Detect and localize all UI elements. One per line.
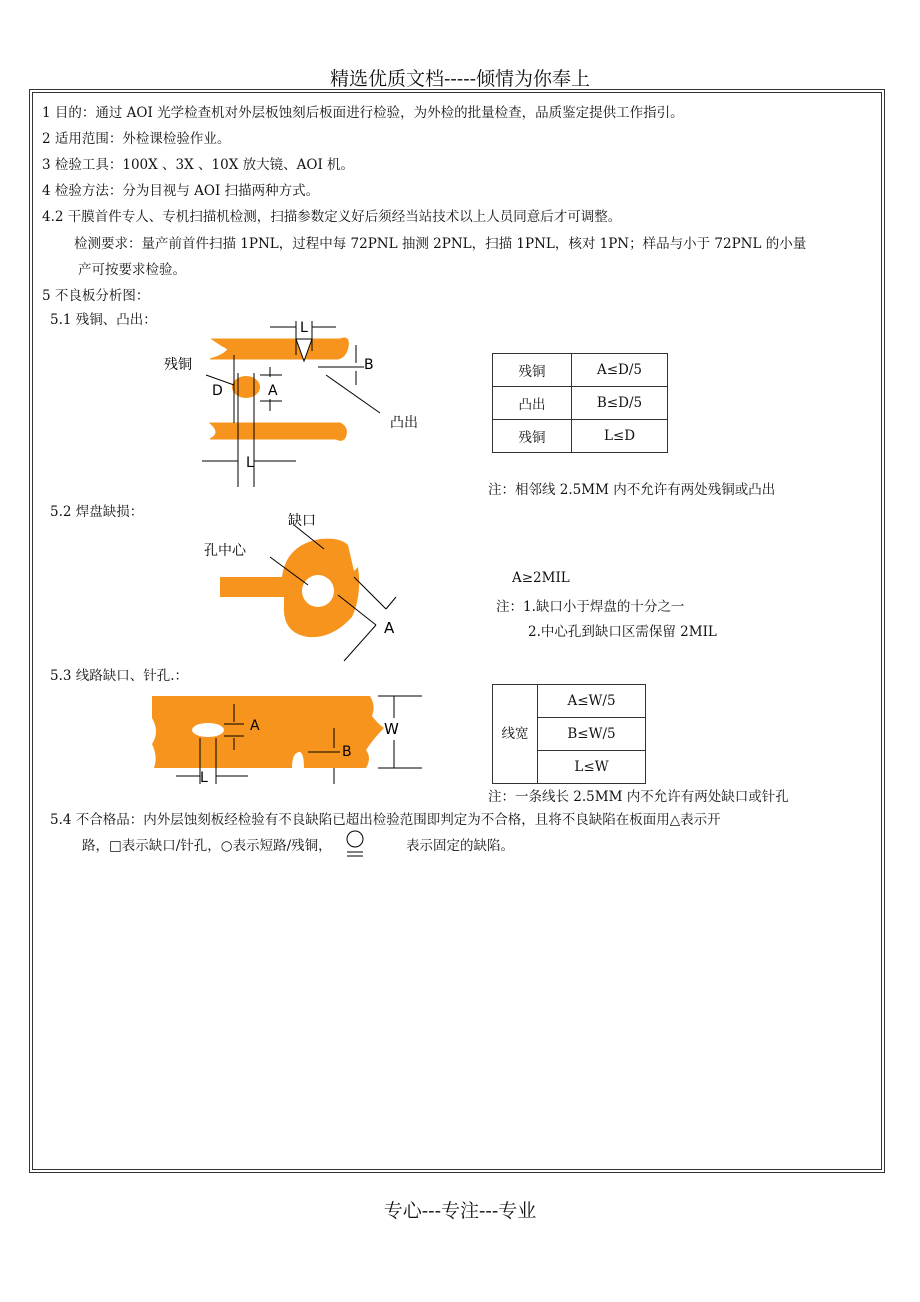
- fig1-L-top: L: [300, 320, 308, 336]
- text-purpose: 1 目的：通过 AOI 光学检查机对外层板蚀刻后板面进行检验，为外检的批量检查，品质鉴定提供工作指引。: [42, 105, 684, 121]
- fig3-table-rule: L≤W: [538, 751, 646, 784]
- fig1-table-item: 残铜: [493, 354, 572, 387]
- fig1-table-rule: A≤D/5: [572, 354, 668, 387]
- text-requirement: 检测要求：量产前首件扫描 1PNL，过程中每 72PNL 抽测 2PNL，扫描 1PNL，核对 1PN；样品与小于 72PNL 的小量: [74, 236, 807, 252]
- fig3-L: L: [200, 770, 208, 786]
- text-5-4: 5.4 不合格品：内外层蚀刻板经检验有不良缺陷已超出检验范围即判定为不合格，且将不良缺陷在板面用△表示开: [50, 812, 721, 828]
- residue-blob: [232, 376, 260, 398]
- page-footer: 专心---专注---专业: [383, 1200, 537, 1222]
- text-section5: 5 不良板分析图：: [42, 288, 150, 304]
- fig2-label-center: 孔中心: [204, 543, 246, 559]
- text-5-4-cont: 路，□表示缺口/针孔，○表示短路/残铜，: [82, 838, 332, 854]
- fig3-W: W: [384, 720, 399, 738]
- fig1-A: A: [268, 383, 278, 399]
- fig1-table-item: 凸出: [493, 387, 572, 420]
- copper-trace-bottom: [210, 423, 346, 440]
- line-spec-table: [492, 684, 646, 784]
- residue-diagram: [150, 315, 450, 495]
- fig1-B: B: [364, 357, 374, 373]
- fig2-rule: A≥2MIL: [512, 570, 570, 586]
- line-notch-diagram: [140, 688, 430, 788]
- fig1-table-rule: B≤D/5: [572, 387, 668, 420]
- fig1-L-bottom: L: [246, 455, 254, 471]
- fig3-B: B: [342, 744, 352, 760]
- fig1-D: D: [212, 383, 223, 399]
- fig3-table-rule: B≤W/5: [538, 718, 646, 751]
- fig2-label-notch: 缺口: [288, 513, 316, 529]
- text-5-4-tail: 表示固定的缺陷。: [406, 838, 514, 854]
- text-tools: 3 检验工具：100X 、3X 、10X 放大镜、AOI 机。: [42, 157, 355, 173]
- text-scope: 2 适用范围：外检课检验作业。: [42, 131, 231, 147]
- text-method: 4 检验方法：分为目视与 AOI 扫描两种方式。: [42, 183, 320, 199]
- fig1-table-rule: L≤D: [572, 420, 668, 453]
- text-5-2: 5.2 焊盘缺损：: [50, 504, 144, 520]
- fig1-label-residue: 残铜: [164, 357, 192, 373]
- residue-spec-table: [492, 353, 668, 453]
- fig1-note: 注：相邻线 2.5MM 内不允许有两处残铜或凸出: [488, 482, 776, 498]
- pad-damage-diagram: [190, 505, 420, 665]
- fig1-label-protrusion: 凸出: [390, 415, 418, 431]
- pad-hole: [302, 575, 334, 607]
- fig3-note: 注：一条线长 2.5MM 内不允许有两处缺口或针孔: [488, 789, 789, 805]
- copper-trace-top: [210, 338, 348, 361]
- fig2-note2: 2.中心孔到缺口区需保留 2MIL: [528, 624, 717, 640]
- fig3-A: A: [250, 718, 260, 734]
- fig2-A: A: [384, 619, 395, 637]
- fixed-defect-symbol-icon: [344, 828, 366, 862]
- pinhole: [192, 723, 224, 737]
- text-5-3: 5.3 线路缺口、针孔.：: [50, 668, 189, 684]
- text-requirement-cont: 产可按要求检验。: [78, 262, 186, 278]
- fig3-table-head: 线宽: [493, 685, 538, 784]
- fig1-table-item: 残铜: [493, 420, 572, 453]
- page-header: 精选优质文档-----倾情为你奉上: [329, 68, 591, 90]
- text-4-2: 4.2 干膜首件专人、专机扫描机检测，扫描参数定义好后须经当站技术以上人员同意后才可调整。: [42, 209, 622, 225]
- content-frame: [32, 92, 882, 1170]
- fig2-note1: 注：1.缺口小于焊盘的十分之一: [496, 599, 685, 615]
- text-5-1: 5.1 残铜、凸出：: [50, 312, 157, 328]
- fig3-table-rule: A≤W/5: [538, 685, 646, 718]
